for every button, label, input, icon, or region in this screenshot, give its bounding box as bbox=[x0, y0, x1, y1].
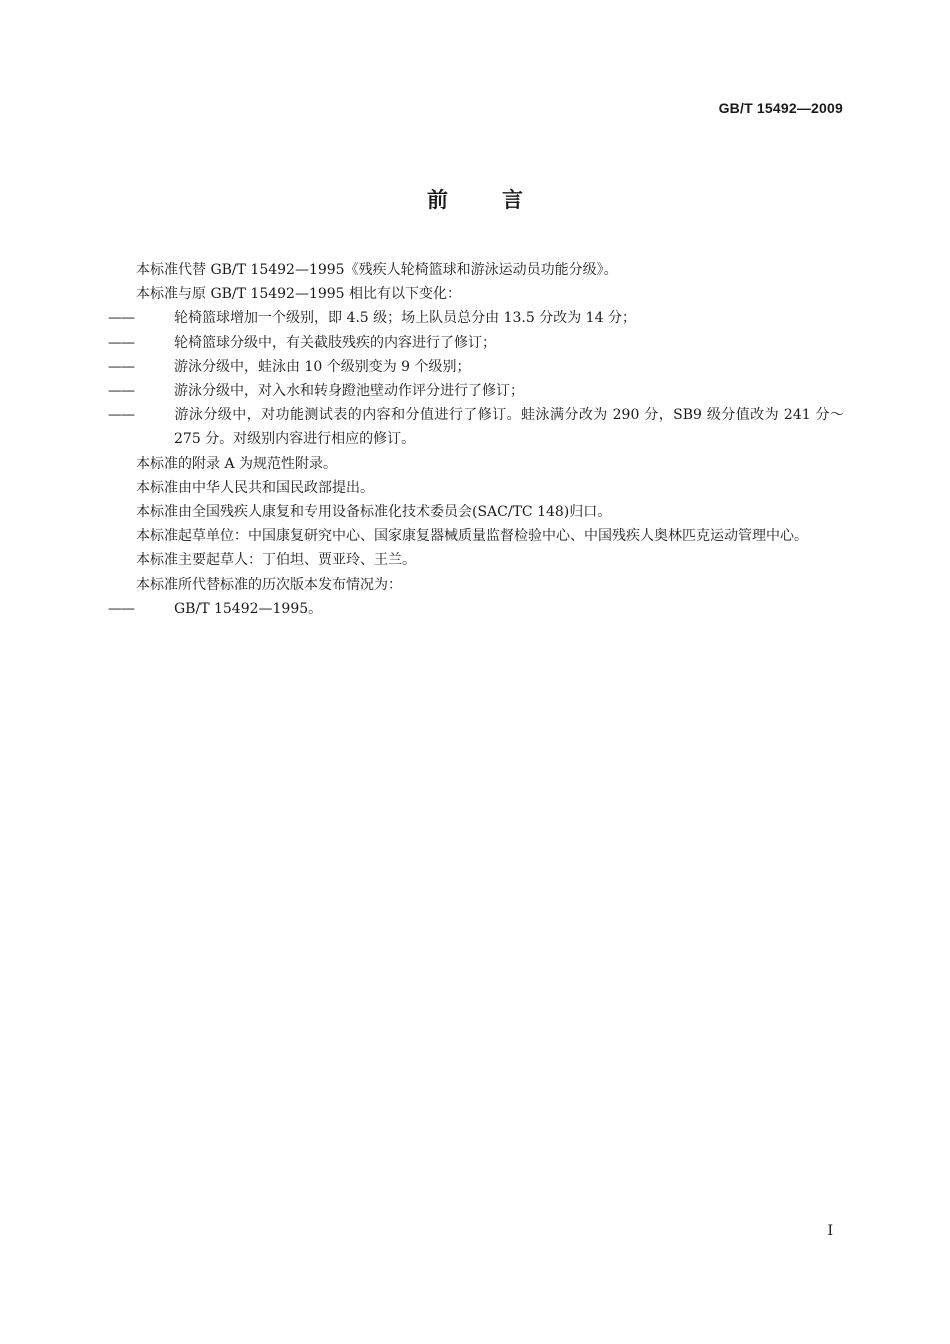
change-item bbox=[108, 403, 844, 451]
dash-marker: —— bbox=[108, 600, 134, 617]
page-number: I bbox=[827, 1223, 833, 1239]
history-item bbox=[108, 597, 844, 621]
paragraph-committee: 本标准由全国残疾人康复和专用设备标准化技术委员会(SAC/TC 148)归口。 bbox=[136, 504, 612, 521]
paragraph-appendix: 本标准的附录 A 为规范性附录。 bbox=[136, 455, 338, 472]
paragraph-drafters: 本标准主要起草人：丁伯坦、贾亚玲、王兰。 bbox=[136, 552, 416, 569]
change-item-text: 游泳分级中，蛙泳由 10 个级别变为 9 个级别； bbox=[174, 358, 471, 375]
dash-marker: —— bbox=[108, 407, 134, 424]
history-item-text: GB/T 15492—1995。 bbox=[174, 600, 323, 617]
dash-marker: —— bbox=[108, 334, 134, 351]
paragraph-drafting-units: 本标准起草单位：中国康复研究中心、国家康复器械质量监督检验中心、中国残疾人奥林匹克运动管理中心。 bbox=[136, 528, 808, 545]
standard-code: GB/T 15492—2009 bbox=[718, 100, 843, 116]
paragraph-proposer: 本标准由中华人民共和国民政部提出。 bbox=[136, 479, 374, 496]
change-item-text: 轮椅篮球分级中，有关截肢残疾的内容进行了修订； bbox=[174, 334, 496, 351]
paragraph-history-intro: 本标准所代替标准的历次版本发布情况为： bbox=[136, 576, 402, 593]
change-item bbox=[108, 331, 844, 355]
paragraph-replaces: 本标准代替 GB/T 15492—1995《残疾人轮椅篮球和游泳运动员功能分级》。 bbox=[136, 262, 618, 278]
change-item bbox=[108, 379, 844, 403]
paragraph-changes-intro: 本标准与原 GB/T 15492—1995 相比有以下变化： bbox=[136, 286, 462, 303]
foreword-body bbox=[108, 258, 844, 621]
dash-marker: —— bbox=[108, 358, 134, 375]
change-item-text: 游泳分级中，对功能测试表的内容和分值进行了修订。蛙泳满分改为 290 分，SB9 级分值改为 241 分～275 分。对级别内容进行相应的修订。 bbox=[174, 407, 844, 448]
change-item bbox=[108, 306, 844, 330]
change-item-text: 游泳分级中，对入水和转身蹬池壁动作评分进行了修订； bbox=[174, 383, 524, 400]
change-item bbox=[108, 355, 844, 379]
change-item-text: 轮椅篮球增加一个级别，即 4.5 级；场上队员总分由 13.5 分改为 14 分； bbox=[174, 310, 636, 327]
dash-marker: —— bbox=[108, 383, 134, 400]
dash-marker: —— bbox=[108, 310, 134, 327]
page-title: 前言 bbox=[427, 188, 577, 212]
